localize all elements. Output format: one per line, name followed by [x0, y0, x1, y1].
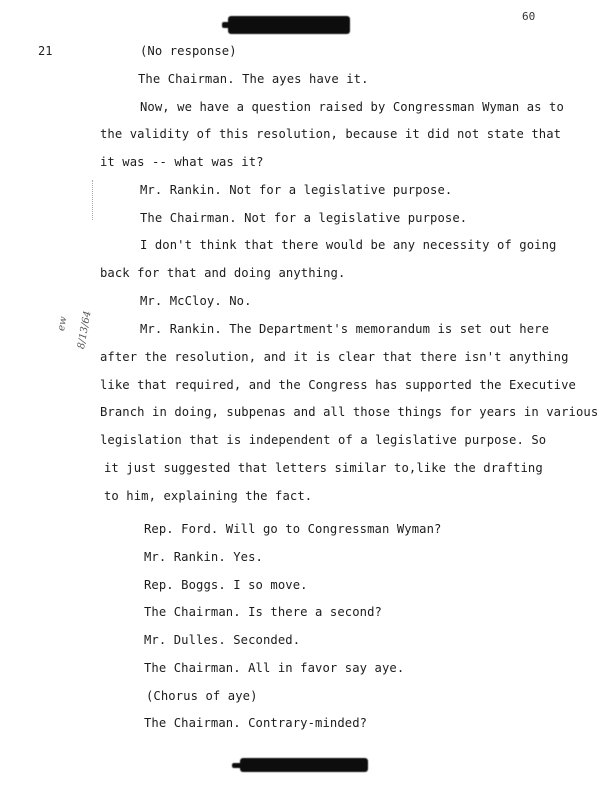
line-marker: 21: [38, 44, 53, 58]
transcript-line: (No response): [140, 44, 237, 58]
margin-note-line-1: 8/13/64: [76, 310, 94, 350]
transcript-line: to him, explaining the fact.: [104, 489, 313, 503]
margin-note-line-2: ew: [56, 315, 70, 332]
transcript-line: Rep. Boggs. I so move.: [144, 578, 308, 592]
transcript-line: The Chairman. Is there a second?: [144, 605, 382, 619]
page-number: 60: [522, 10, 536, 23]
transcript-line: The Chairman. Contrary-minded?: [144, 716, 368, 730]
transcript-line: (Chorus of aye): [146, 689, 258, 703]
transcript-line: I don't think that there would be any necessity of going: [140, 238, 557, 252]
top-redaction-tail: [222, 22, 232, 28]
transcript-line: back for that and doing anything.: [100, 266, 346, 280]
transcript-line: Rep. Ford. Will go to Congressman Wyman?: [144, 522, 442, 536]
transcript-line: Now, we have a question raised by Congressman Wyman as to: [140, 100, 564, 114]
transcript-line: the validity of this resolution, because it did not state that: [100, 127, 562, 141]
transcript-line: Mr. Rankin. Yes.: [144, 550, 263, 564]
transcript-line: Branch in doing, subpenas and all those things for years in various: [100, 405, 599, 419]
transcript-line: Mr. Rankin. The Department's memorandum is set out here: [140, 322, 550, 336]
transcript-line: it was -- what was it?: [100, 155, 264, 169]
transcript-line: like that required, and the Congress has supported the Executive: [100, 378, 576, 392]
handwritten-margin-note: [46, 290, 126, 350]
transcript-line: The Chairman. Not for a legislative purpose.: [140, 211, 468, 225]
transcript-line: it just suggested that letters similar to,like the drafting: [104, 461, 543, 475]
transcript-line: Mr. McCloy. No.: [140, 294, 252, 308]
transcript-line: Mr. Rankin. Not for a legislative purpose.: [140, 183, 453, 197]
transcript-line: legislation that is independent of a legislative purpose. So: [100, 433, 547, 447]
transcript-line: Mr. Dulles. Seconded.: [144, 633, 301, 647]
margin-dotted-mark: [92, 180, 95, 220]
top-redaction-bar: [228, 16, 350, 34]
bottom-redaction-bar: [240, 758, 368, 772]
transcript-line: The Chairman. The ayes have it.: [138, 72, 369, 86]
transcript-line: The Chairman. All in favor say aye.: [144, 661, 405, 675]
transcript-line: after the resolution, and it is clear that there isn't anything: [100, 350, 569, 364]
bottom-redaction-tail: [232, 763, 244, 768]
